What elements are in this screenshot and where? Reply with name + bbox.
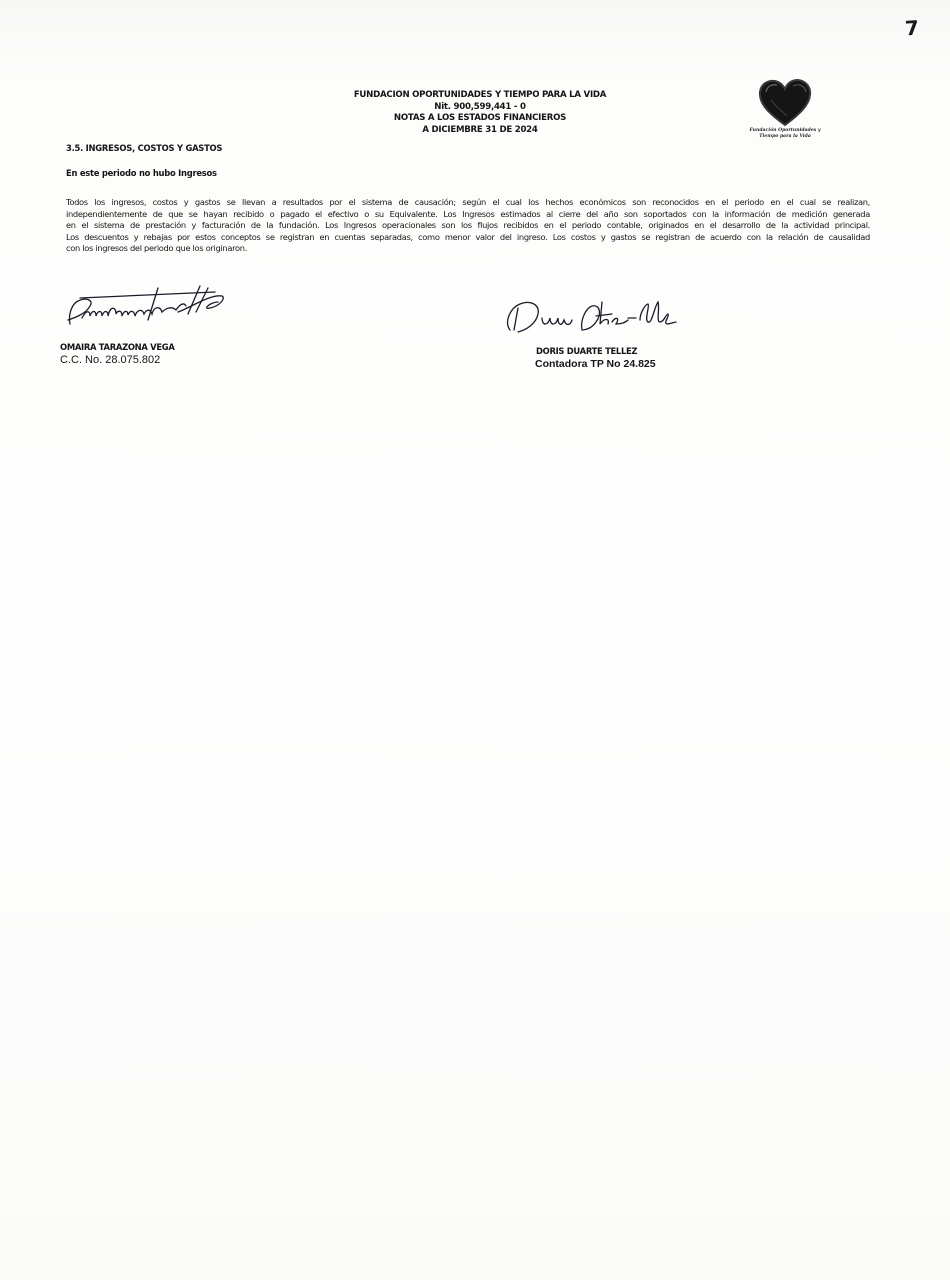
heart-icon (757, 78, 813, 128)
signer-name: OMAIRA TARAZONA VEGA (60, 342, 175, 352)
signature-omaira (60, 284, 230, 326)
logo-caption: Fundación Oportunidades y Tiempo para la Vida (749, 128, 821, 139)
document-title: NOTAS A LOS ESTADOS FINANCIEROS (393, 113, 567, 123)
paragraph-line: Todos los ingresos, costos y gastos se llevan a resultados por el sistema de causación; según el cual los hechos económicos son reconocidos en el periodo en el cual se realizan, (66, 197, 870, 207)
paragraph-line: independientemente de que se hayan recibido o pagado el efectivo o su Equivalente. Los Ingresos estimados al cierre del año son soportados con la información de medición generada (66, 208, 870, 219)
signer-title: Contadora TP No 24.825 (535, 358, 656, 370)
signer-id: C.C. No. 28.075.802 (60, 354, 161, 366)
paragraph-line: Los descuentos y rebajas por estos conceptos se registran en cuentas separadas, como menor valor del ingreso. Los costos y gastos se registran de acuerdo con la relación de causalidad (66, 231, 870, 242)
document-header (330, 90, 630, 136)
foundation-logo (745, 78, 825, 148)
signature-block-accountant (500, 294, 720, 370)
signature-block-legal-rep (60, 284, 280, 366)
organization-name: FUNDACION OPORTUNIDADES Y TIEMPO PARA LA VIDA (353, 90, 607, 100)
section-title: 3.5. INGRESOS, COSTOS Y GASTOS (66, 143, 223, 153)
paragraph-line: en el sistema de prestación y facturación de la fundación. Los Ingresos operacionales son los flujos recibidos en el periodo contable, originados en el desarrollo de la actividad principal. (66, 220, 870, 231)
no-income-note: En este periodo no hubo Ingresos (66, 168, 217, 178)
page-number: 7 (904, 15, 920, 41)
section-paragraph (66, 197, 870, 255)
signer-name: DORIS DUARTE TELLEZ (536, 346, 638, 356)
nit-number: Nit. 900,599,441 - 0 (434, 101, 526, 112)
signature-doris (500, 294, 680, 334)
document-date: A DICIEMBRE 31 DE 2024 (422, 124, 538, 135)
paragraph-line: con los ingresos del periodo que los originaron. (66, 243, 248, 254)
